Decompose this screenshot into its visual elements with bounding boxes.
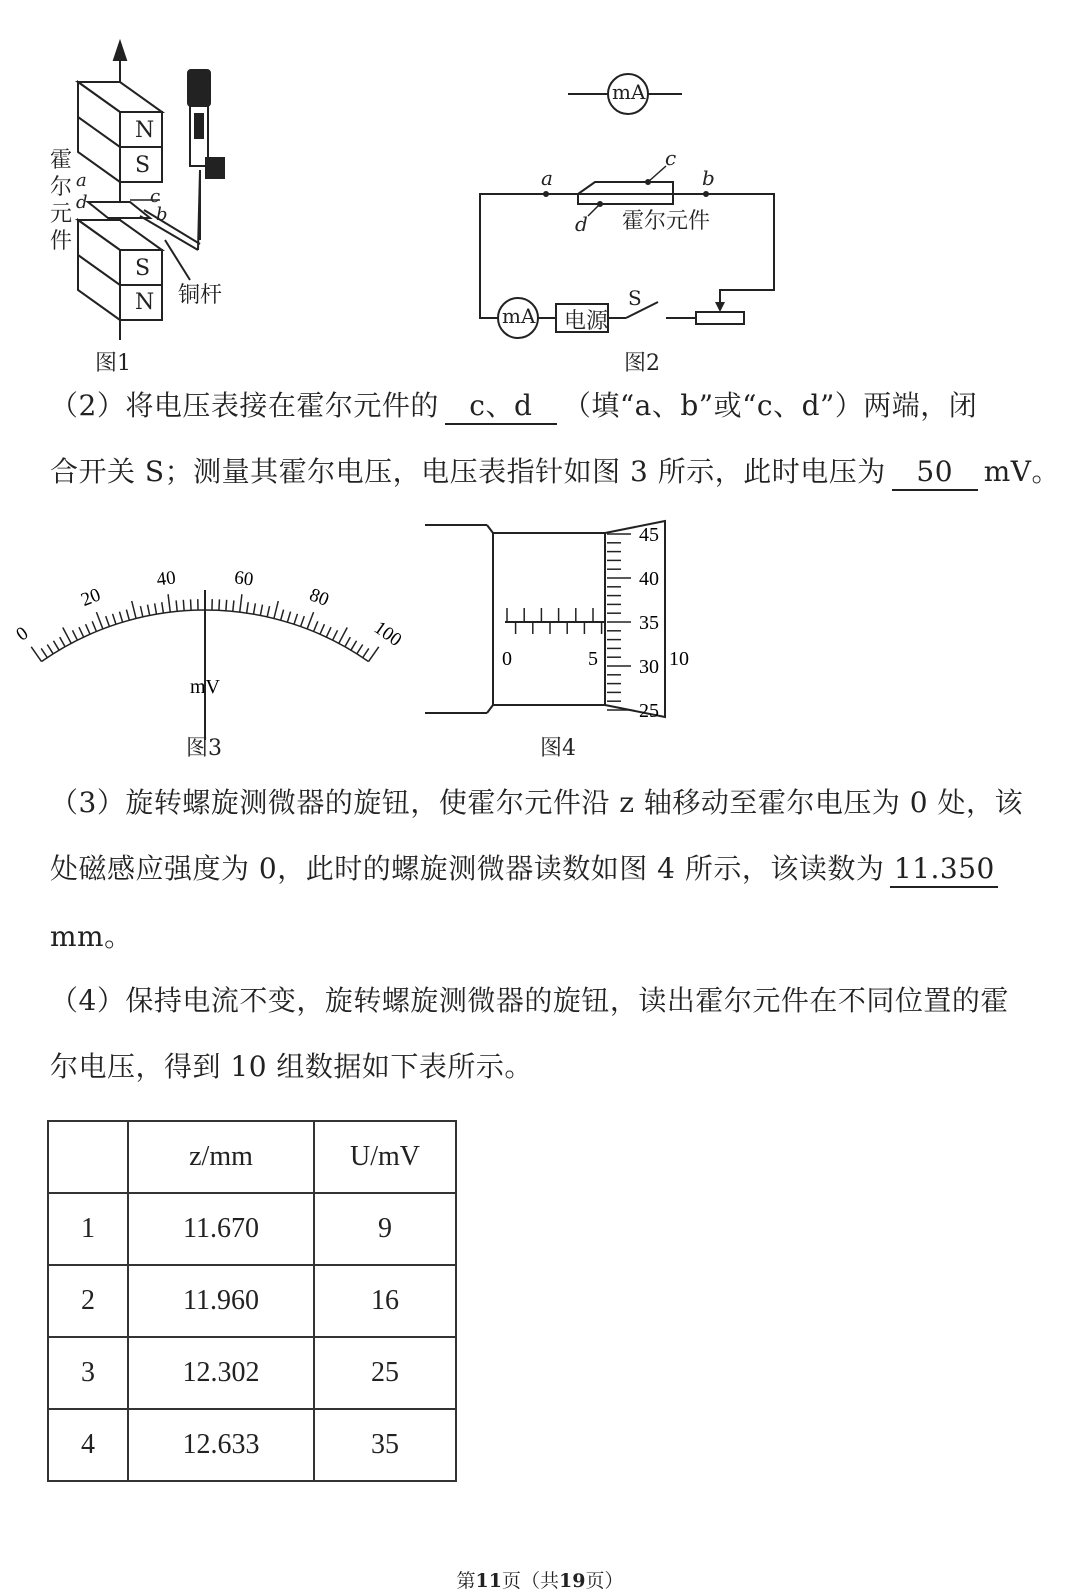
table-cell: 12.633 — [128, 1409, 314, 1481]
fig1-magnet-top-s: S — [135, 153, 151, 178]
voltmeter-scale-label: 100 — [369, 617, 406, 651]
q3-text-3: mm。 — [50, 920, 133, 953]
voltmeter-tick — [363, 648, 369, 657]
table-cell: 11.960 — [128, 1265, 314, 1337]
voltmeter-tick — [60, 637, 65, 647]
figure-3-voltmeter — [12, 565, 406, 730]
fig2-point-b: b — [702, 166, 715, 190]
q4-line-1 — [50, 968, 1060, 1034]
voltmeter-tick — [148, 605, 150, 616]
fig2-point-d: d — [575, 212, 588, 236]
thimble-scale-label: 25 — [639, 700, 659, 722]
voltmeter-tick — [126, 610, 129, 621]
voltmeter-tick — [326, 627, 331, 637]
voltmeter-tick — [63, 627, 71, 643]
table-cell: 1 — [48, 1193, 128, 1265]
voltmeter-tick — [106, 616, 110, 626]
fig1-point-c: c — [150, 186, 161, 207]
q3-line-2 — [50, 836, 1060, 902]
table-row — [48, 1193, 456, 1265]
fig1-magnet-bottom-s: S — [135, 256, 151, 281]
q3-line-3 — [50, 904, 1060, 970]
voltmeter-tick — [357, 645, 363, 654]
fig1-magnet-bottom-n: N — [135, 290, 155, 315]
voltmeter-tick — [113, 614, 116, 624]
thimble-scale-label: 35 — [639, 612, 659, 634]
voltmeter-tick — [314, 621, 318, 631]
footer-prefix: 第 — [456, 1570, 476, 1592]
footer-total-pages: 19 — [559, 1570, 586, 1592]
q3-answer: 11.350 — [890, 852, 998, 888]
table-header-cell — [48, 1121, 128, 1193]
fig4-caption: 图4 — [540, 736, 576, 761]
figure-4-micrometer — [425, 515, 689, 730]
sleeve-scale-label: 5 — [588, 648, 598, 670]
fig1-caption: 图1 — [95, 351, 131, 376]
voltmeter-tick — [92, 621, 96, 631]
voltmeter-tick — [287, 612, 290, 623]
voltmeter-tick — [274, 601, 278, 618]
voltmeter-tick — [79, 627, 84, 637]
fig2-meter-top-label: mA — [612, 80, 646, 104]
q2-line-1 — [50, 373, 1060, 439]
voltmeter-tick — [47, 645, 53, 654]
sleeve-scale-label: 0 — [502, 648, 512, 670]
thimble-scale-label: 30 — [639, 656, 659, 678]
q2-text-2a: 合开关 S；测量其霍尔电压，电压表指针如图 3 所示，此时电压为 — [50, 455, 886, 488]
fig1-rod-label: 铜杆 — [178, 283, 223, 308]
q2-text-2b: mV。 — [983, 455, 1060, 488]
fig3-caption: 图3 — [186, 736, 222, 761]
voltmeter-tick — [53, 641, 59, 650]
q4-text-1: （4）保持电流不变，旋转螺旋测微器的旋钮，读出霍尔元件在不同位置的霍 — [50, 984, 1009, 1017]
voltmeter-tick — [240, 594, 242, 612]
q2-answer-1: c、d — [445, 389, 557, 425]
voltmeter-tick — [41, 648, 47, 657]
voltmeter-tick — [132, 601, 136, 618]
q2-answer-2: 50 — [892, 455, 978, 491]
voltmeter-tick — [320, 624, 324, 634]
voltmeter-tick — [162, 602, 164, 613]
voltmeter-tick — [267, 606, 269, 617]
table-cell: 11.670 — [128, 1193, 314, 1265]
voltmeter-unit: mV — [190, 676, 220, 698]
fig1-hall-label-2: 尔 — [50, 175, 73, 200]
table-header-cell: z/mm — [128, 1121, 314, 1193]
footer-page-number: 11 — [475, 1570, 502, 1592]
voltmeter-tick — [254, 603, 256, 614]
voltmeter-scale-label: 20 — [78, 584, 104, 611]
thimble-scale-label: 40 — [639, 568, 659, 590]
voltmeter-tick — [233, 600, 234, 611]
table-header-cell: U/mV — [314, 1121, 456, 1193]
q2-text-1b: （填“a、b”或“c、d”）两端，闭 — [562, 389, 978, 422]
table-row — [48, 1337, 456, 1409]
fig2-point-c: c — [665, 146, 677, 170]
voltmeter-tick — [260, 605, 262, 616]
voltmeter-tick — [307, 612, 313, 629]
voltmeter-tick — [31, 647, 41, 662]
fig2-meter-bottom-label: mA — [502, 304, 536, 328]
voltmeter-tick — [339, 627, 347, 643]
table-header-row — [48, 1121, 456, 1193]
page-footer — [0, 1566, 1080, 1593]
q3-line-1 — [50, 770, 1060, 836]
table-row — [48, 1409, 456, 1481]
voltmeter-tick — [155, 603, 157, 614]
fig1-magnet-top-n: N — [135, 118, 155, 143]
voltmeter-tick — [226, 600, 227, 611]
q4-line-2 — [50, 1034, 1060, 1100]
fig1-hall-label-3: 元 — [50, 202, 73, 227]
fig2-caption: 图2 — [624, 351, 660, 376]
voltmeter-scale-label: 80 — [306, 584, 332, 611]
table-row — [48, 1265, 456, 1337]
voltmeter-tick — [333, 630, 338, 640]
voltmeter-tick — [294, 614, 297, 624]
voltmeter-scale-label: 0 — [12, 622, 33, 646]
voltmeter-tick — [140, 606, 142, 617]
voltmeter-tick — [191, 599, 192, 610]
q3-text-2a: 处磁感应强度为 0，此时的螺旋测微器读数如图 4 所示，该读数为 — [50, 852, 885, 885]
voltmeter-tick — [345, 637, 350, 647]
voltmeter-tick — [168, 594, 170, 612]
voltmeter-tick — [219, 599, 220, 610]
fig1-hall-label-1: 霍 — [50, 148, 73, 173]
table-cell: 25 — [314, 1337, 456, 1409]
q4-text-2: 尔电压，得到 10 组数据如下表所示。 — [50, 1050, 533, 1083]
data-table — [47, 1120, 457, 1482]
voltmeter-tick — [72, 630, 77, 640]
fig2-source-label: 电源 — [564, 309, 609, 334]
table-cell: 16 — [314, 1265, 456, 1337]
thimble-scale-label: 45 — [639, 524, 659, 546]
voltmeter-tick — [281, 610, 284, 621]
voltmeter-tick — [176, 600, 177, 611]
q2-line-2 — [50, 439, 1060, 505]
table-cell: 9 — [314, 1193, 456, 1265]
q3-text-1: （3）旋转螺旋测微器的旋钮，使霍尔元件沿 z 轴移动至霍尔电压为 0 处，该 — [50, 786, 1023, 819]
table-cell: 3 — [48, 1337, 128, 1409]
footer-middle: 页（共 — [501, 1570, 559, 1592]
voltmeter-tick — [183, 600, 184, 611]
voltmeter-tick — [119, 612, 122, 623]
voltmeter-scale-label: 60 — [233, 567, 255, 591]
voltmeter-tick — [247, 602, 249, 613]
table-cell: 35 — [314, 1409, 456, 1481]
voltmeter-tick — [86, 624, 90, 634]
table-cell: 2 — [48, 1265, 128, 1337]
voltmeter-tick — [96, 612, 102, 629]
fig2-switch-label: S — [628, 286, 642, 310]
fig1-point-d: d — [76, 192, 88, 213]
voltmeter-tick — [351, 641, 357, 650]
table-cell: 12.302 — [128, 1337, 314, 1409]
fig1-point-a: a — [76, 170, 87, 191]
sleeve-scale-label: 10 — [669, 648, 689, 670]
voltmeter-tick — [368, 647, 378, 662]
footer-suffix: 页） — [585, 1570, 624, 1592]
fig1-point-b: b — [156, 204, 168, 225]
table-cell: 4 — [48, 1409, 128, 1481]
q2-text-1a: （2）将电压表接在霍尔元件的 — [50, 389, 439, 422]
voltmeter-tick — [301, 616, 305, 626]
fig2-element-label: 霍尔元件 — [622, 209, 711, 234]
voltmeter-scale-label: 40 — [155, 567, 177, 591]
fig2-point-a: a — [541, 166, 553, 190]
fig1-hall-label-4: 件 — [50, 229, 73, 254]
